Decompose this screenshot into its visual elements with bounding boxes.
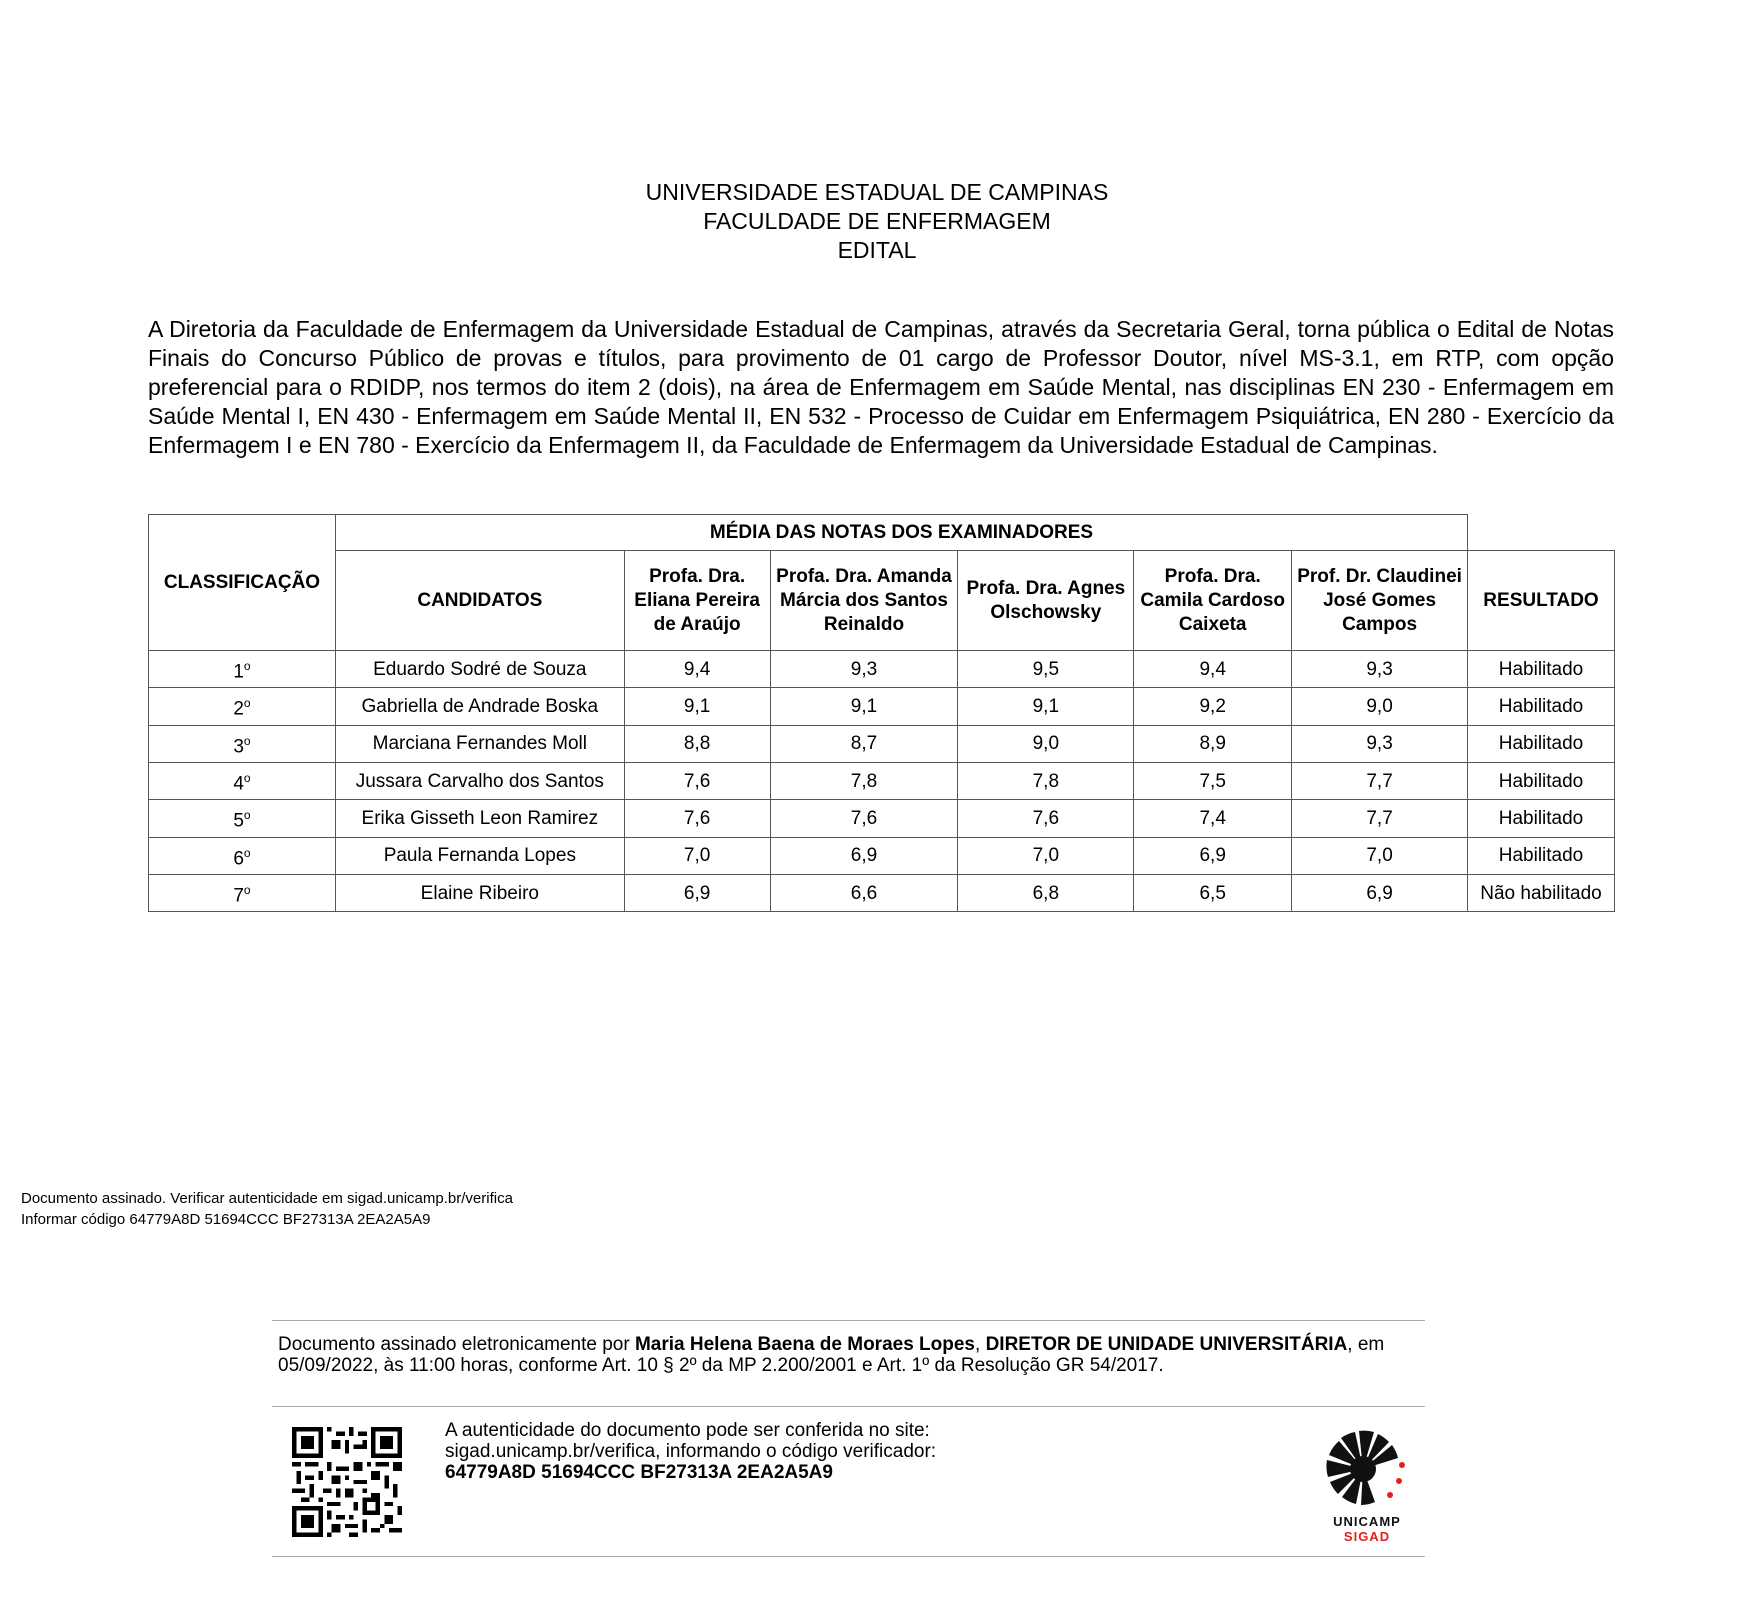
score-examiner-3: 9,0 bbox=[958, 725, 1134, 762]
table-row bbox=[149, 800, 1615, 837]
table-row bbox=[149, 874, 1615, 911]
result-cell: Habilitado bbox=[1468, 800, 1615, 837]
university-name: UNIVERSIDADE ESTADUAL DE CAMPINAS bbox=[645, 179, 1109, 205]
score-examiner-2: 6,6 bbox=[770, 874, 958, 911]
result-cell: Habilitado bbox=[1468, 651, 1615, 688]
authenticity-line-1: A autenticidade do documento pode ser conferida no site: bbox=[445, 1420, 930, 1441]
rank-ordinal: o bbox=[243, 845, 251, 860]
rank-ordinal: o bbox=[243, 882, 251, 897]
signature-box bbox=[272, 1320, 1425, 1556]
table-row bbox=[149, 651, 1615, 688]
score-examiner-2: 7,8 bbox=[770, 762, 958, 799]
verification-note bbox=[21, 1188, 513, 1230]
header-classificacao: CLASSIFICAÇÃO bbox=[149, 515, 336, 651]
qr-code-icon bbox=[292, 1427, 402, 1537]
rank-ordinal: o bbox=[243, 659, 251, 673]
document-header bbox=[0, 178, 1754, 265]
table-row bbox=[149, 837, 1615, 874]
signature-separator: , bbox=[975, 1334, 986, 1355]
candidate-name: Jussara Carvalho dos Santos bbox=[335, 762, 624, 799]
score-examiner-3: 9,1 bbox=[958, 688, 1134, 725]
score-examiner-3: 7,8 bbox=[958, 762, 1134, 799]
signature-suffix: , em 05/09/2022, às 11:00 horas, conforme Art. 10 § 2º da MP 2.200/2001 e Art. 1º da Resolução GR 54/2017. bbox=[278, 1334, 1385, 1376]
score-examiner-2: 7,6 bbox=[770, 800, 958, 837]
result-cell: Habilitado bbox=[1468, 725, 1615, 762]
score-examiner-2: 6,9 bbox=[770, 837, 958, 874]
table-row bbox=[149, 762, 1615, 799]
result-cell: Habilitado bbox=[1468, 688, 1615, 725]
score-examiner-4: 9,2 bbox=[1134, 688, 1292, 725]
score-examiner-5: 7,7 bbox=[1292, 762, 1468, 799]
score-examiner-3: 6,8 bbox=[958, 874, 1134, 911]
rank-cell bbox=[149, 874, 336, 911]
candidate-name: Erika Gisseth Leon Ramirez bbox=[335, 800, 624, 837]
score-examiner-1: 7,6 bbox=[624, 800, 770, 837]
rank-number: 4 bbox=[233, 773, 244, 795]
document-type: EDITAL bbox=[837, 237, 917, 263]
header-blank bbox=[1468, 515, 1615, 551]
header-examiner-1: Profa. Dra. Eliana Pereira de Araújo bbox=[624, 551, 770, 651]
authenticity-line-2: sigad.unicamp.br/verifica, informando o código verificador: bbox=[445, 1441, 937, 1462]
rank-ordinal: o bbox=[243, 696, 251, 711]
table-row bbox=[149, 725, 1615, 762]
unicamp-logo bbox=[1312, 1425, 1422, 1550]
score-examiner-5: 7,7 bbox=[1292, 800, 1468, 837]
faculty-name: FACULDADE DE ENFERMAGEM bbox=[703, 208, 1051, 234]
header-examiner-2: Profa. Dra. Amanda Márcia dos Santos Reinaldo bbox=[770, 551, 958, 651]
score-examiner-5: 9,0 bbox=[1292, 688, 1468, 725]
score-examiner-5: 6,9 bbox=[1292, 874, 1468, 911]
divider bbox=[272, 1320, 1425, 1321]
rank-number: 2 bbox=[233, 698, 244, 720]
score-examiner-1: 7,6 bbox=[624, 762, 770, 799]
score-examiner-4: 6,9 bbox=[1134, 837, 1292, 874]
score-examiner-4: 6,5 bbox=[1134, 874, 1292, 911]
score-examiner-4: 7,4 bbox=[1134, 800, 1292, 837]
divider bbox=[272, 1406, 1425, 1407]
rank-cell bbox=[149, 800, 336, 837]
score-examiner-4: 8,9 bbox=[1134, 725, 1292, 762]
score-examiner-2: 8,7 bbox=[770, 725, 958, 762]
score-examiner-3: 7,0 bbox=[958, 837, 1134, 874]
score-examiner-2: 9,3 bbox=[770, 651, 958, 688]
score-examiner-2: 9,1 bbox=[770, 688, 958, 725]
result-cell: Habilitado bbox=[1468, 837, 1615, 874]
score-examiner-1: 6,9 bbox=[624, 874, 770, 911]
authenticity-info bbox=[445, 1420, 936, 1483]
table-row bbox=[149, 688, 1615, 725]
rank-number: 3 bbox=[233, 735, 244, 757]
score-examiner-5: 9,3 bbox=[1292, 651, 1468, 688]
score-examiner-1: 9,4 bbox=[624, 651, 770, 688]
header-resultado: RESULTADO bbox=[1468, 551, 1615, 651]
header-examiner-4: Profa. Dra. Camila Cardoso Caixeta bbox=[1134, 551, 1292, 651]
score-examiner-4: 9,4 bbox=[1134, 651, 1292, 688]
logo-text-sigad: SIGAD bbox=[1343, 1529, 1391, 1544]
score-examiner-4: 7,5 bbox=[1134, 762, 1292, 799]
score-examiner-1: 9,1 bbox=[624, 688, 770, 725]
header-examiner-5: Prof. Dr. Claudinei José Gomes Campos bbox=[1292, 551, 1468, 651]
rank-number: 1 bbox=[233, 661, 244, 683]
divider bbox=[272, 1556, 1425, 1557]
rank-ordinal: o bbox=[243, 733, 251, 748]
rank-number: 7 bbox=[233, 885, 244, 907]
rank-cell bbox=[149, 762, 336, 799]
score-examiner-1: 7,0 bbox=[624, 837, 770, 874]
rank-ordinal: o bbox=[243, 808, 251, 823]
candidate-name: Marciana Fernandes Moll bbox=[335, 725, 624, 762]
rank-cell bbox=[149, 651, 336, 688]
header-candidatos: CANDIDATOS bbox=[335, 551, 624, 651]
candidate-name: Elaine Ribeiro bbox=[335, 874, 624, 911]
rank-cell bbox=[149, 837, 336, 874]
signer-role: DIRETOR DE UNIDADE UNIVERSITÁRIA bbox=[985, 1334, 1348, 1355]
rank-ordinal: o bbox=[243, 770, 251, 785]
candidate-name: Eduardo Sodré de Souza bbox=[335, 651, 624, 688]
verification-code: 64779A8D 51694CCC BF27313A 2EA2A5A9 bbox=[445, 1462, 833, 1483]
signature-statement bbox=[278, 1334, 1398, 1376]
header-media-notas: MÉDIA DAS NOTAS DOS EXAMINADORES bbox=[335, 515, 1467, 551]
candidate-name: Paula Fernanda Lopes bbox=[335, 837, 624, 874]
score-examiner-3: 7,6 bbox=[958, 800, 1134, 837]
rank-cell bbox=[149, 688, 336, 725]
result-cell: Habilitado bbox=[1468, 762, 1615, 799]
signature-prefix: Documento assinado eletronicamente por bbox=[278, 1334, 635, 1355]
candidate-name: Gabriella de Andrade Boska bbox=[335, 688, 624, 725]
rank-number: 6 bbox=[233, 847, 244, 869]
signer-name: Maria Helena Baena de Moraes Lopes bbox=[634, 1334, 975, 1355]
score-examiner-1: 8,8 bbox=[624, 725, 770, 762]
rank-cell bbox=[149, 725, 336, 762]
logo-text-unicamp: UNICAMP bbox=[1333, 1514, 1401, 1529]
score-examiner-5: 9,3 bbox=[1292, 725, 1468, 762]
results-table bbox=[148, 514, 1615, 912]
score-examiner-3: 9,5 bbox=[958, 651, 1134, 688]
header-examiner-3: Profa. Dra. Agnes Olschowsky bbox=[958, 551, 1134, 651]
result-cell: Não habilitado bbox=[1468, 874, 1615, 911]
rank-number: 5 bbox=[233, 810, 244, 832]
verification-line-2: Informar código 64779A8D 51694CCC BF27313A 2EA2A5A9 bbox=[21, 1211, 431, 1228]
intro-paragraph: A Diretoria da Faculdade de Enfermagem da Universidade Estadual de Campinas, através da Secretaria Geral, torna pública o Edital de Notas Finais do Concurso Público de provas e títulos, para provimento de 01 cargo de Professor Doutor, nível MS-3.1, em RTP, com opção preferencial para o RDIDP, nos termos do item 2 (dois), na área de Enfermagem em Saúde Mental, nas disciplinas EN 230 - Enfermagem em Saúde Mental I, EN 430 - Enfermagem em Saúde Mental II, EN 532 - Processo de Cuidar em Enfermagem Psiquiátrica, EN 280 - Exercício da Enfermagem I e EN 780 - Exercício da Enfermagem II, da Faculdade de Enfermagem da Universidade Estadual de Campinas. bbox=[148, 316, 1614, 458]
score-examiner-5: 7,0 bbox=[1292, 837, 1468, 874]
results-body bbox=[149, 651, 1615, 912]
verification-line-1: Documento assinado. Verificar autenticidade em sigad.unicamp.br/verifica bbox=[21, 1190, 513, 1207]
unicamp-emblem-icon bbox=[1319, 1425, 1415, 1509]
